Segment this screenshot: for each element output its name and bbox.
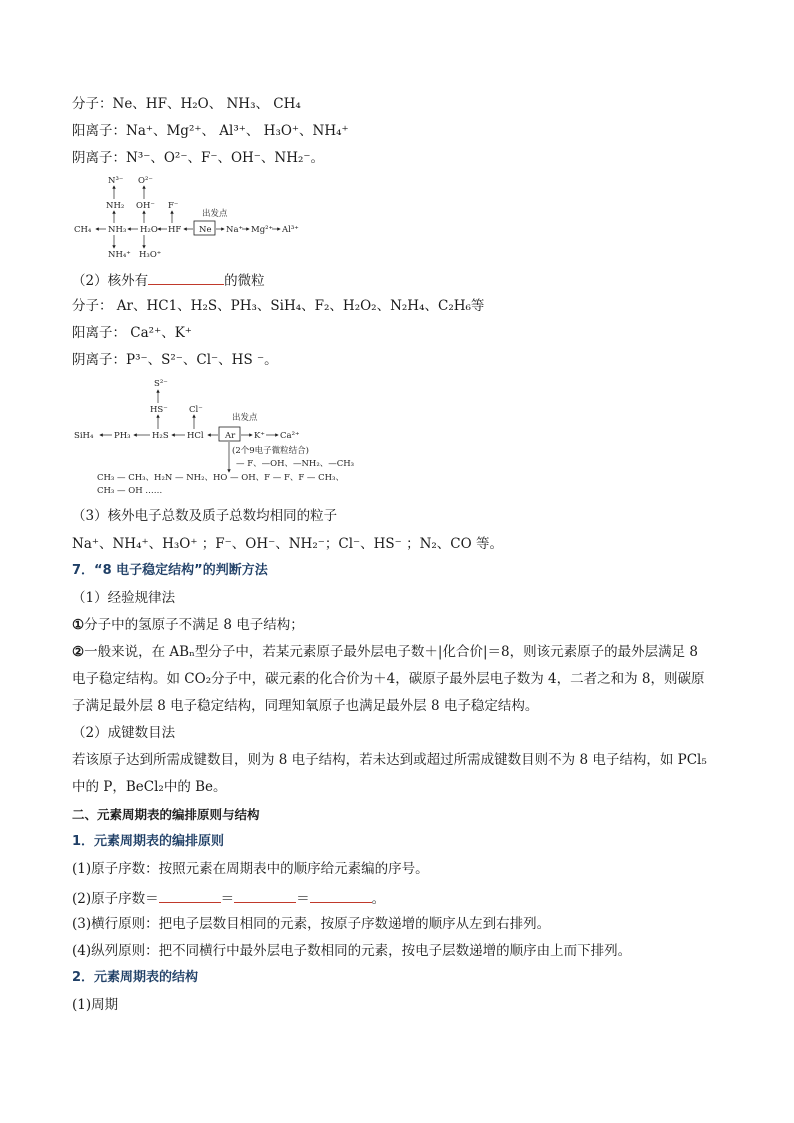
heading-7: 7．“8 电子稳定结构”的判断方法 bbox=[72, 563, 268, 578]
molecules-18e: Ar、HC1、H₂S、PH₃、SiH₄、F₂、H₂O₂、N₂H₄、C₂H₆等 bbox=[112, 298, 485, 314]
h3o-ion: H₃O⁺ bbox=[139, 250, 162, 260]
combined-row1: CH₃ — CH₃、H₂N — NH₂、HO — OH、F — F、F — CH₃、 bbox=[97, 473, 344, 483]
circled-number-2: ② bbox=[72, 644, 85, 660]
principle-1: (1)原子序数：按照元素在周期表中的顺序给元素编的序号。 bbox=[72, 861, 429, 877]
period-subtitle: (1)周期 bbox=[72, 997, 119, 1013]
cl-ion: Cl⁻ bbox=[189, 405, 203, 415]
n3-ion: N³⁻ bbox=[108, 176, 124, 186]
fill-blank bbox=[234, 888, 296, 903]
start-label: 出发点 bbox=[232, 413, 258, 423]
section-3-content: Na⁺、NH₄⁺、H₃O⁺ ；F⁻、OH⁻、NH₂⁻；Cl⁻、HS⁻ ；N₂、CO 等。 bbox=[72, 536, 503, 552]
rule-1 bbox=[72, 616, 304, 634]
molecules-10e-line bbox=[72, 95, 301, 113]
hf: HF bbox=[168, 225, 182, 235]
anions-18e: P³⁻、S²⁻、Cl⁻、HS ⁻。 bbox=[126, 352, 278, 368]
al-ion: Al³⁺ bbox=[282, 225, 299, 235]
fill-blank bbox=[148, 270, 224, 285]
ten-electron-diagram bbox=[72, 172, 312, 262]
ar: Ar bbox=[225, 431, 236, 441]
method-1-title: （1）经验规律法 bbox=[72, 590, 176, 606]
section-18e-title bbox=[72, 270, 265, 290]
principle-2-text: (2)原子序数＝ bbox=[72, 891, 159, 907]
cations-10e: Na⁺、Mg²⁺、 Al³⁺、 H₃O⁺、NH₄⁺ bbox=[126, 123, 349, 139]
molecules-18e-line bbox=[72, 297, 484, 315]
s2-ion: S²⁻ bbox=[154, 379, 168, 389]
anions-10e-line bbox=[72, 149, 324, 167]
sih4: SiH₄ bbox=[74, 431, 94, 441]
cations-18e: Ca²⁺、K⁺ bbox=[126, 325, 192, 341]
nh2-ion: NH₂ bbox=[106, 201, 125, 211]
cations-18e-line bbox=[72, 324, 192, 342]
principle-3: (3)横行原则：把电子层数目相同的元素，按原子序数递增的顺序从左到右排列。 bbox=[72, 916, 551, 932]
rule-2-text: 一般来说，在 ABₙ型分子中，若某元素原子最外层电子数＋|化合价|＝8，则该元素原子的最外层满足 8 bbox=[84, 644, 698, 660]
o2-ion: O²⁻ bbox=[138, 176, 153, 186]
heading-2-1: 1．元素周期表的编排原则 bbox=[72, 834, 225, 849]
principle-4: (4)纵列原则：把不同横行中最外层电子数相同的元素，按电子层数递增的顺序由上而下排列。 bbox=[72, 943, 632, 959]
cations-10e-line bbox=[72, 122, 349, 140]
label: 阳离子： bbox=[72, 123, 126, 139]
ne: Ne bbox=[199, 225, 212, 235]
section-3-title: （3）核外电子总数及质子总数均相同的粒子 bbox=[72, 508, 338, 524]
heading-2-2: 2．元素周期表的结构 bbox=[72, 970, 199, 985]
anions-10e: N³⁻、O²⁻、F⁻、OH⁻、NH₂⁻。 bbox=[126, 150, 325, 166]
k-ion: K⁺ bbox=[254, 431, 265, 441]
rule-1-text: 分子中的氢原子不满足 8 电子结构； bbox=[84, 617, 304, 633]
equals-sign: ＝ bbox=[296, 891, 310, 907]
h2o: H₂O bbox=[140, 225, 158, 235]
part-2-heading: 二、元素周期表的编排原则与结构 bbox=[72, 807, 260, 822]
period: 。 bbox=[371, 891, 386, 907]
method-2-line2: 中的 P，BeCl₂中的 Be。 bbox=[72, 779, 227, 795]
anions-18e-line bbox=[72, 351, 278, 369]
title-pre: （2）核外有 bbox=[72, 273, 149, 289]
f-ion: F⁻ bbox=[168, 201, 179, 211]
label: 分子： bbox=[72, 96, 113, 112]
combine-note: (2个9电子微粒结合) bbox=[232, 446, 309, 456]
ch4: CH₄ bbox=[74, 225, 92, 235]
ph3: PH₃ bbox=[114, 431, 131, 441]
na-ion: Na⁺ bbox=[226, 225, 243, 235]
nh4-ion: NH₄⁺ bbox=[108, 250, 131, 260]
fill-blank bbox=[310, 888, 372, 903]
circled-number-1: ① bbox=[72, 617, 85, 633]
label: 阴离子： bbox=[72, 352, 126, 368]
rule-2-line1 bbox=[72, 643, 698, 661]
hcl: HCl bbox=[187, 431, 204, 441]
label: 阴离子： bbox=[72, 150, 126, 166]
principle-2 bbox=[72, 888, 385, 908]
ca-ion: Ca²⁺ bbox=[280, 431, 300, 441]
rule-2-line2: 电子稳定结构。如 CO₂分子中，碳元素的化合价为＋4，碳原子最外层电子数为 4，二者之和为 8，则碳原 bbox=[72, 671, 705, 687]
method-2-line1: 若该原子达到所需成键数目，则为 8 电子结构，若未达到或超过所需成键数目则不为 8 电子结构，如 PCl₅ bbox=[72, 752, 707, 768]
method-2-title: （2）成键数目法 bbox=[72, 725, 176, 741]
eighteen-electron-diagram bbox=[72, 376, 372, 498]
equals-sign: ＝ bbox=[220, 891, 235, 907]
molecules-10e: Ne、HF、H₂O、 NH₃、 CH₄ bbox=[112, 96, 301, 112]
label: 阳离子： bbox=[72, 325, 126, 341]
start-label: 出发点 bbox=[202, 209, 228, 219]
h2s: H₂S bbox=[152, 431, 169, 441]
fill-blank bbox=[159, 888, 221, 903]
label: 分子： bbox=[72, 298, 113, 314]
combined-row2: CH₃ — OH …… bbox=[97, 486, 163, 496]
nh3: NH₃ bbox=[108, 225, 127, 235]
radical-groups: — F、—OH、—NH₂、—CH₃ bbox=[236, 459, 355, 469]
mg-ion: Mg²⁺ bbox=[251, 225, 274, 235]
oh-ion: OH⁻ bbox=[136, 201, 155, 211]
rule-2-line3: 子满足最外层 8 电子稳定结构，同理知氧原子也满足最外层 8 电子稳定结构。 bbox=[72, 698, 539, 714]
title-post: 的微粒 bbox=[224, 273, 265, 289]
hs-ion: HS⁻ bbox=[150, 405, 168, 415]
